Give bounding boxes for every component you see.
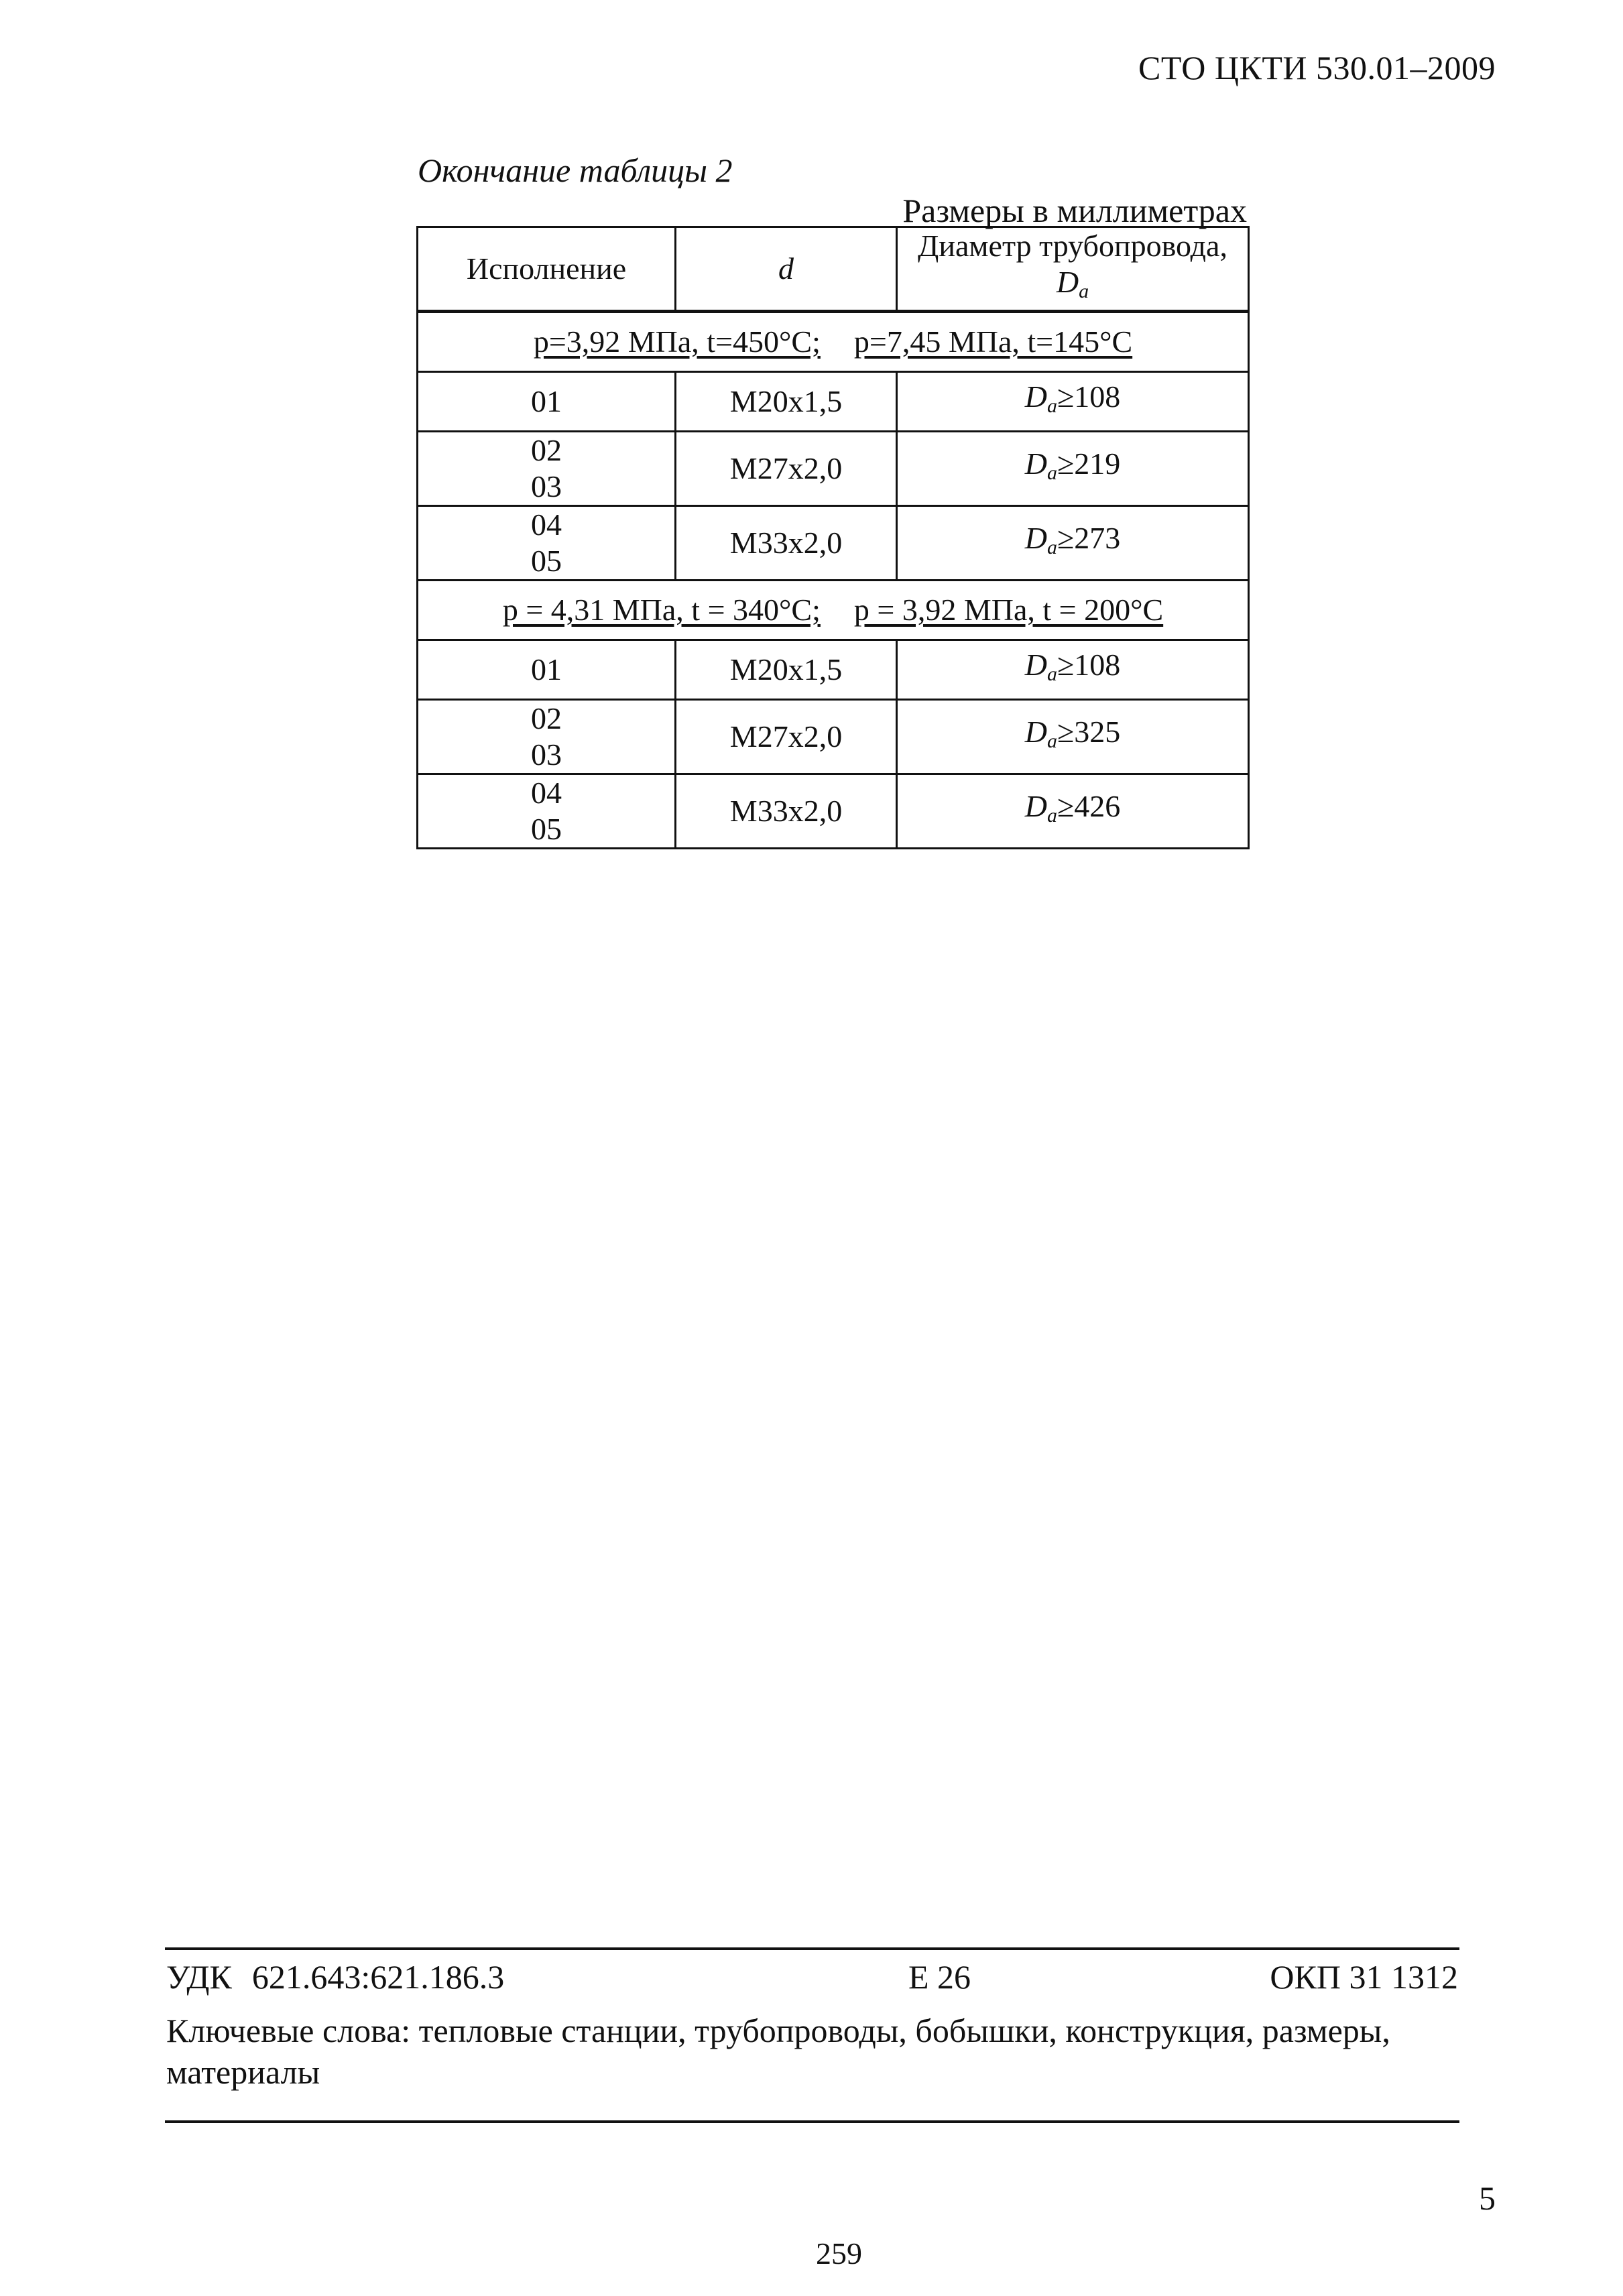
diameter-cell: $D_a\ge 108$ <box>897 372 1249 432</box>
table-row <box>418 372 1249 432</box>
condition-a: p=3,92 МПа, t=450°С; <box>533 324 821 359</box>
header-d: d <box>676 227 897 312</box>
header-diameter <box>897 227 1249 312</box>
version-cell <box>418 432 676 506</box>
thread-cell: М33х2,0 <box>676 774 897 849</box>
version-code: 01 <box>531 384 562 418</box>
header-version: Исполнение <box>418 227 676 312</box>
version-code: 05 <box>531 544 562 578</box>
footer-divider-bottom <box>165 2120 1459 2123</box>
table-row <box>418 774 1249 849</box>
version-cell <box>418 372 676 432</box>
condition-a: p = 4,31 МПа, t = 340°С; <box>502 593 821 627</box>
diameter-cell: $D_a\ge 273$ <box>897 506 1249 581</box>
table-row <box>418 700 1249 774</box>
version-code: 01 <box>531 652 562 686</box>
header-diameter-label: Диаметр трубопровода, <box>918 229 1227 263</box>
okp-code: ОКП 31 1312 <box>1270 1958 1458 1996</box>
diameter-cell: $D_a\ge 219$ <box>897 432 1249 506</box>
footer-divider-top <box>165 1947 1459 1950</box>
diameter-value: ≥219 <box>1057 446 1121 481</box>
condition-row <box>418 312 1249 372</box>
table-row <box>418 640 1249 700</box>
header-diameter-symbol: $D_a$ <box>1056 265 1089 302</box>
version-cell <box>418 700 676 774</box>
udc-code: УДК 621.643:621.186.3 <box>166 1958 505 1996</box>
table-row <box>418 432 1249 506</box>
diameter-cell: $D_a\ge 325$ <box>897 700 1249 774</box>
version-cell <box>418 640 676 700</box>
table-caption: Окончание таблицы 2 <box>418 152 733 189</box>
table-body <box>418 312 1249 849</box>
table-row <box>418 506 1249 581</box>
diameter-value: ≥325 <box>1057 715 1121 749</box>
dimensions-table <box>416 226 1250 849</box>
version-code: 03 <box>531 737 562 772</box>
condition-b: p=7,45 МПа, t=145°С <box>853 324 1133 359</box>
classification-code: Е 26 <box>908 1958 971 1996</box>
condition-row <box>418 581 1249 640</box>
version-code: 03 <box>531 469 562 503</box>
units-note: Размеры в миллиметрах <box>902 192 1247 229</box>
version-code: 05 <box>531 812 562 846</box>
standard-code: СТО ЦКТИ 530.01–2009 <box>1138 49 1496 86</box>
diameter-value: ≥426 <box>1057 789 1121 823</box>
version-cell <box>418 774 676 849</box>
keywords: Ключевые слова: тепловые станции, трубопроводы, бобышки, конструкция, размеры, материалы <box>166 2012 1390 2091</box>
diameter-value: ≥108 <box>1057 379 1121 414</box>
thread-cell: М20х1,5 <box>676 372 897 432</box>
version-code: 02 <box>531 701 562 735</box>
page-number: 259 <box>816 2236 862 2271</box>
condition-cell <box>418 581 1249 640</box>
version-code: 04 <box>531 776 562 810</box>
sheet-number: 5 <box>1479 2179 1496 2217</box>
thread-cell: М27х2,0 <box>676 432 897 506</box>
version-code: 04 <box>531 507 562 542</box>
condition-b: p = 3,92 МПа, t = 200°С <box>853 593 1164 627</box>
diameter-cell: $D_a\ge 108$ <box>897 640 1249 700</box>
table-header-row <box>418 227 1249 312</box>
diameter-cell: $D_a\ge 426$ <box>897 774 1249 849</box>
thread-cell: М27х2,0 <box>676 700 897 774</box>
version-code: 02 <box>531 433 562 467</box>
thread-cell: М20х1,5 <box>676 640 897 700</box>
version-cell <box>418 506 676 581</box>
condition-cell <box>418 312 1249 372</box>
thread-cell: М33х2,0 <box>676 506 897 581</box>
diameter-value: ≥108 <box>1057 648 1121 682</box>
diameter-value: ≥273 <box>1057 521 1121 555</box>
